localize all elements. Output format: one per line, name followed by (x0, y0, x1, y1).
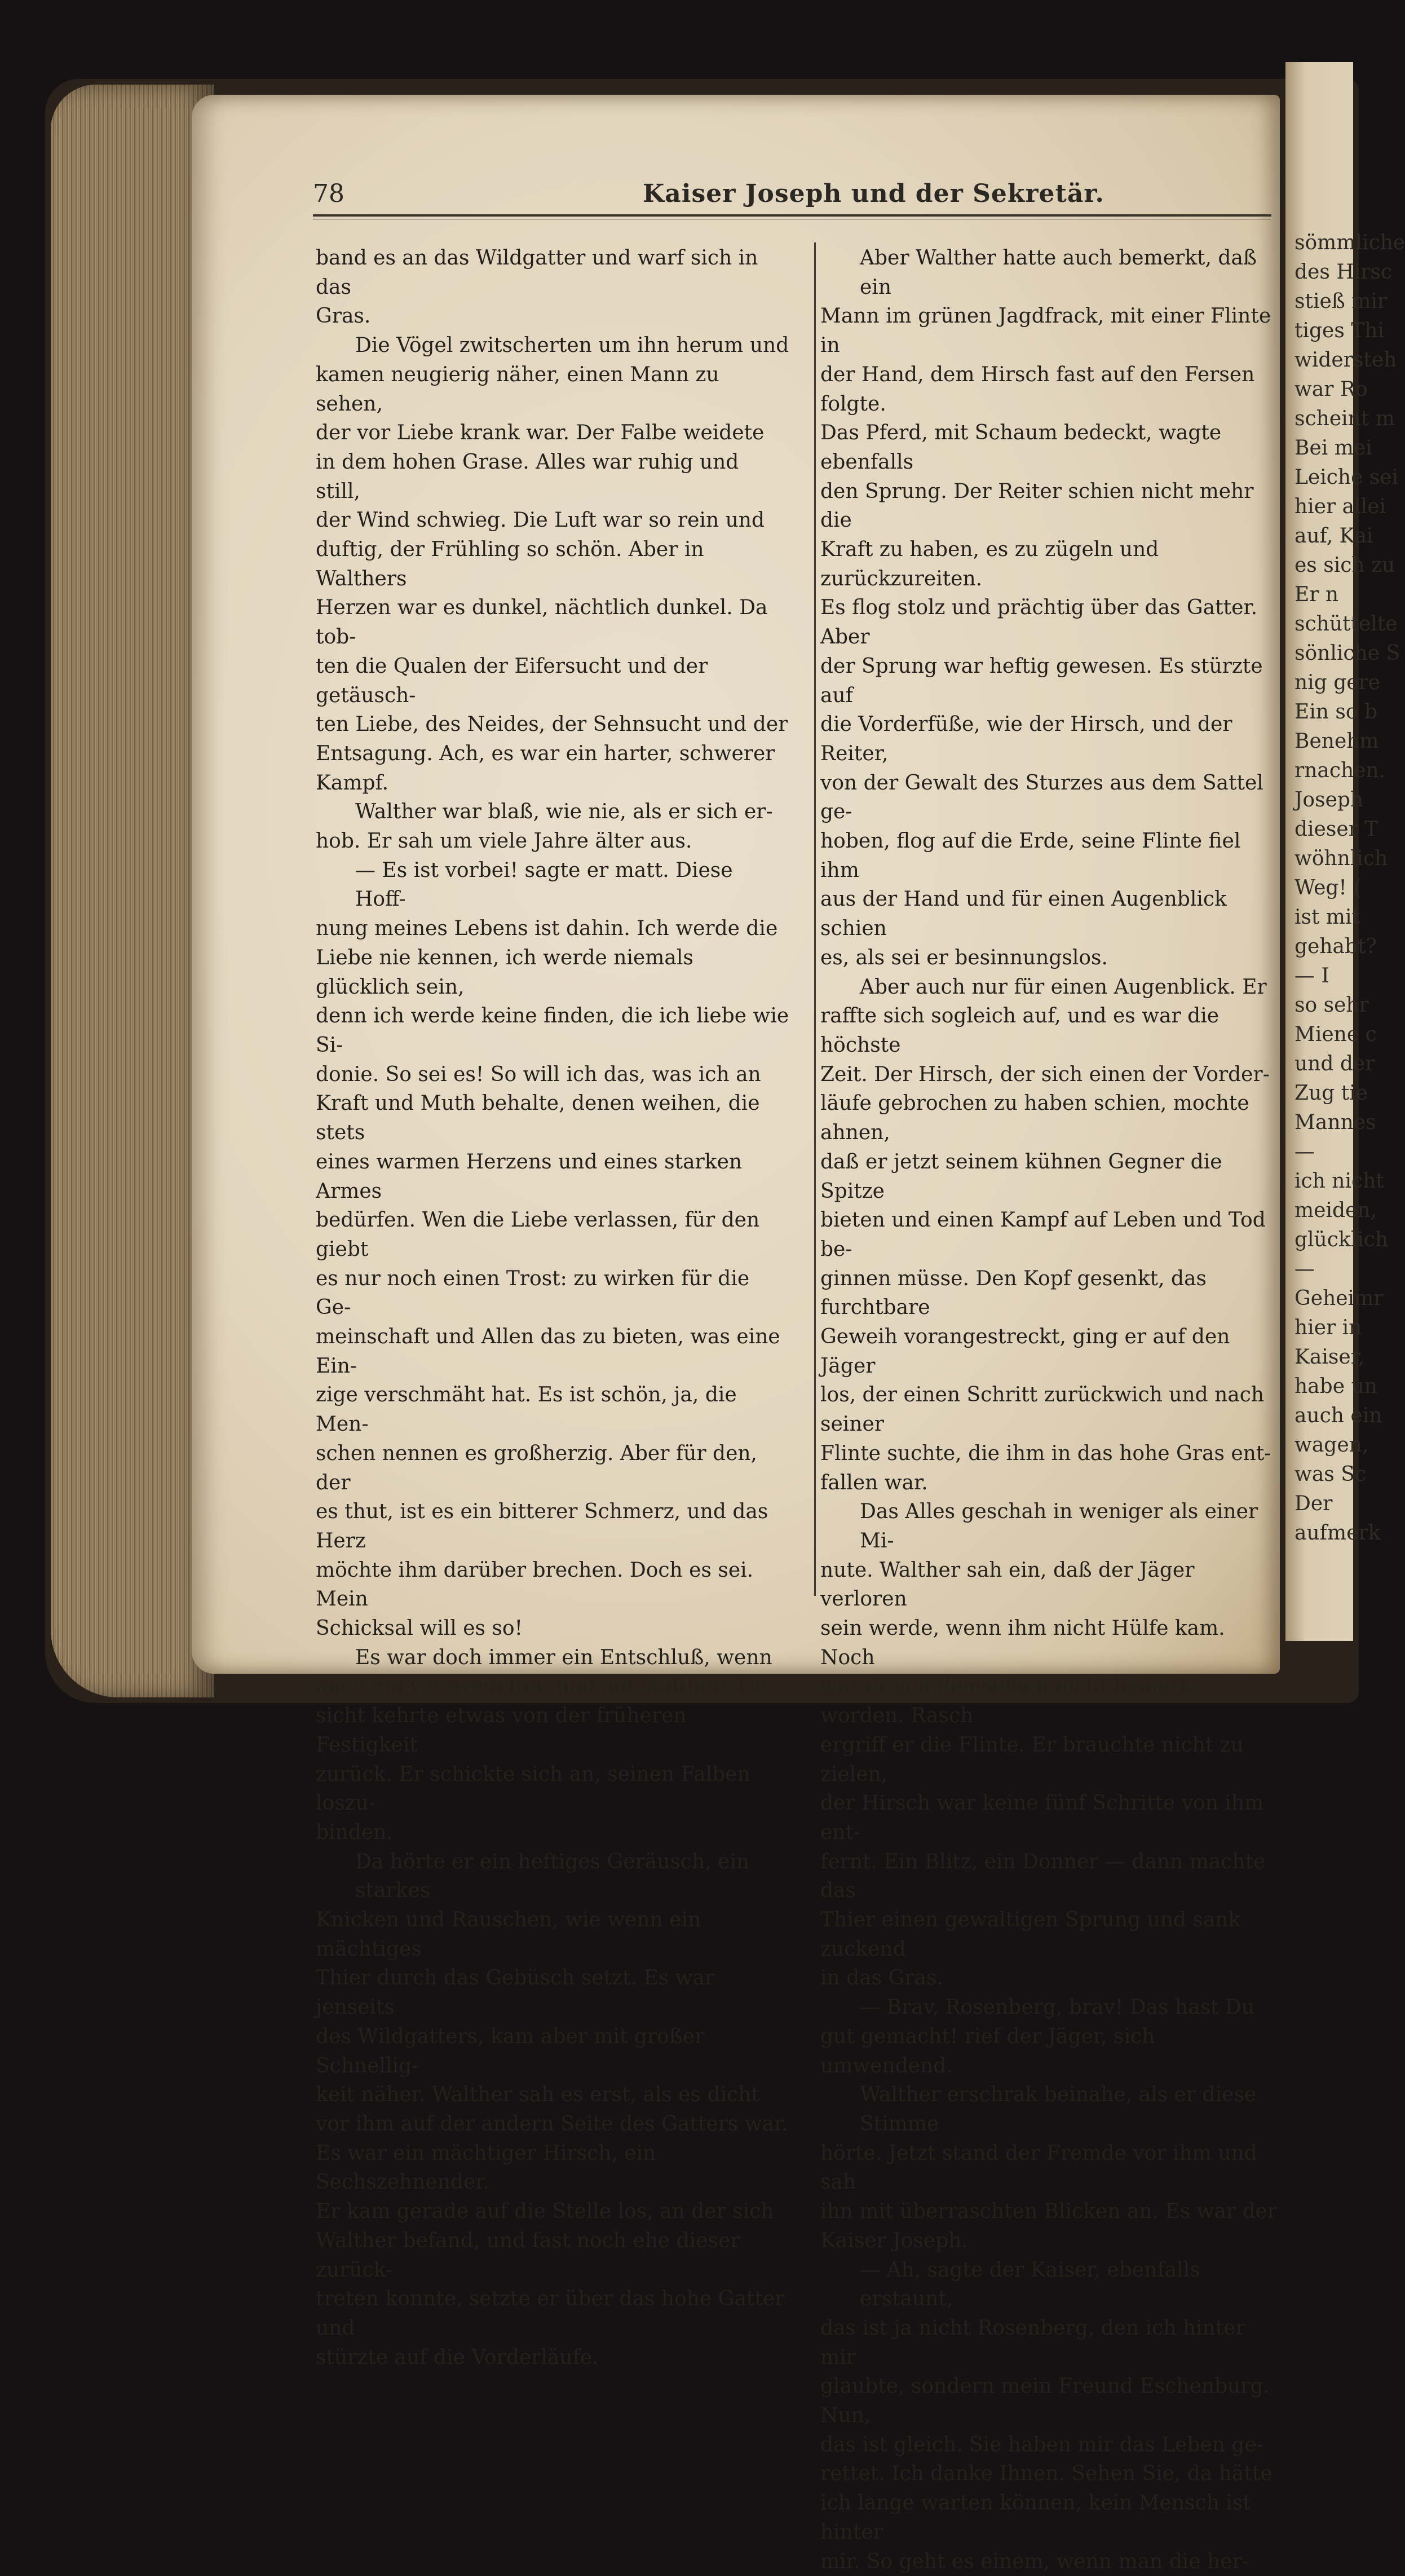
next-page-fragment: — (1294, 1258, 1315, 1281)
next-page-fragment: tiges Thi (1294, 319, 1384, 342)
next-page-fragment: — (1294, 1140, 1315, 1163)
text-line: Thier durch das Gebüsch setzt. Es war jenseits (316, 1966, 715, 2019)
text-line: sicht kehrte etwas von der früheren Festigkeit (316, 1704, 687, 1757)
text-line: in dem hohen Grase. Alles war ruhig und still, (316, 450, 739, 503)
text-line: hoben, flog auf die Erde, seine Flinte fiel ihm (820, 830, 1241, 882)
text-line: Entsagung. Ach, es war ein harter, schwerer (316, 742, 775, 765)
next-page-fragment: Mannes (1294, 1111, 1376, 1134)
text-line: Liebe nie kennen, ich werde niemals glücklich sein, (316, 946, 693, 999)
page-edges (51, 85, 214, 1697)
next-page-fragment: es sich zu (1294, 554, 1395, 577)
text-line: stürzte auf die Vorderläufe. (316, 2345, 599, 2369)
next-page-fragment: glücklich (1294, 1228, 1389, 1251)
text-line: aus der Hand und für einen Augenblick schien (820, 888, 1227, 941)
next-page-fragment: habe un (1294, 1375, 1377, 1398)
text-line: den Sprung. Der Reiter schien nicht mehr die (820, 479, 1254, 532)
next-page-fragment: Zug tie (1294, 1082, 1368, 1105)
text-line: vor ihm auf der andern Seite des Gatters war. (316, 2112, 788, 2136)
text-line: keit näher. Walther sah es erst, als es dicht (316, 2083, 759, 2107)
next-page-edge (1285, 62, 1405, 1641)
text-line: Mann im grünen Jagdfrack, mit einer Flinte in (820, 305, 1271, 358)
next-page-fragment: gehabt? (1294, 935, 1377, 958)
next-page-fragment: hier in (1294, 1316, 1362, 1339)
text-line: Kraft und Muth behalte, denen weihen, die stets (316, 1092, 760, 1145)
text-line: Gras. (316, 305, 371, 328)
text-line: Schicksal will es so! (316, 1617, 523, 1640)
text-line: meinschaft und Allen das zu bieten, was eine Ein- (316, 1325, 780, 1378)
text-line: es thut, ist es ein bitterer Schmerz, und das Herz (316, 1500, 768, 1552)
next-page-fragment: ich nicht (1294, 1170, 1384, 1193)
text-line: der vor Liebe krank war. Der Falbe weidete (316, 421, 765, 445)
text-line: Zeit. Der Hirsch, der sich einen der Vorder- (820, 1062, 1270, 1086)
text-line: war er von demselben nicht bemerkt worden. Rasch (820, 1675, 1200, 1728)
left-column (316, 244, 789, 2372)
text-line: das ist gleich. Sie haben mir das Leben ge- (820, 2433, 1263, 2456)
text-line: Da hörte er ein heftiges Geräusch, ein starkes (355, 1850, 750, 1903)
page-header (313, 179, 1271, 213)
next-page-fragment: schüttelte (1294, 612, 1398, 636)
next-page-fragment: Er n (1294, 583, 1339, 606)
text-line: los, der einen Schritt zurückwich und nach seiner (820, 1383, 1265, 1436)
next-page-fragment: Miene c (1294, 1023, 1377, 1046)
text-line: hob. Er sah um viele Jahre älter aus. (316, 830, 692, 853)
text-line: Er kam gerade auf die Stelle los, an der sich (316, 2200, 774, 2224)
next-page-fragment: Kaiser, (1294, 1346, 1365, 1369)
text-line: die Vorderfüße, wie der Hirsch, und der Reiter, (820, 713, 1232, 765)
text-line: rettet. Ich danke Ihnen. Sehen Sie, da hätte (820, 2462, 1273, 2486)
next-page-fragment: Leiche sei (1294, 466, 1399, 489)
text-line: mir. So geht es einem, wenn man die her- (820, 2549, 1249, 2573)
text-line: Kaiser Joseph. (820, 2229, 968, 2252)
right-column (820, 244, 1283, 2576)
text-line: raffte sich sogleich auf, und es war die höchste (820, 1004, 1220, 1057)
text-line: von der Gewalt des Sturzes aus dem Sattel ge- (820, 771, 1263, 824)
text-line: ten die Qualen der Eifersucht und der getäusch- (316, 654, 708, 707)
next-page-fragment: aufmerk (1294, 1521, 1381, 1545)
text-line: Aber auch nur für einen Augenblick. Er (860, 975, 1267, 999)
text-line: binden. (316, 1820, 393, 1844)
text-line: Flinte suchte, die ihm in das hohe Gras ent- (820, 1441, 1271, 1465)
text-line: bieten und einen Kampf auf Leben und Tod be- (820, 1208, 1266, 1261)
next-page-fragment: Der (1294, 1492, 1333, 1515)
text-line: Thier einen gewaltigen Sprung und sank zuckend (820, 1908, 1241, 1961)
running-title: Kaiser Joseph und der Sekretär. (643, 179, 1104, 208)
next-page-fragment: sömmliche (1294, 231, 1405, 254)
next-page-fragment: Joseph (1294, 788, 1364, 811)
text-line: duftig, der Frühling so schön. Aber in Walthers (316, 538, 704, 590)
text-line: ihn mit überraschten Blicken an. Es war der (820, 2200, 1278, 2224)
text-line: band es an das Wildgatter und warf sich in das (316, 246, 758, 299)
text-line: gut gemacht! rief der Jäger, sich umwendend. (820, 2024, 1155, 2077)
text-line: — Brav, Rosenberg, brav! Das hast Du (860, 1996, 1255, 2019)
text-line: auch ein verzweifelter, und auf Walthers Ge- (316, 1675, 774, 1699)
text-line: Das Alles geschah in weniger als einer Mi- (860, 1500, 1258, 1552)
text-line: zige verschmäht hat. Es ist schön, ja, die Men- (316, 1383, 737, 1436)
text-line: der Wind schwieg. Die Luft war so rein und (316, 509, 765, 532)
text-line: daß er jetzt seinem kühnen Gegner die Spitze (820, 1150, 1222, 1203)
next-page-fragment: Bei mei (1294, 436, 1372, 460)
text-line: möchte ihm darüber brechen. Doch es sei. Mein (316, 1558, 754, 1611)
next-page-fragment: dieser T (1294, 818, 1379, 841)
next-page-fragment: wöhnlich (1294, 847, 1388, 870)
next-page-fragment: Weg! ( (1294, 876, 1362, 899)
text-line: Aber Walther hatte auch bemerkt, daß ein (860, 246, 1257, 299)
text-line: Geweih vorangestreckt, ging er auf den Jäger (820, 1325, 1230, 1378)
text-line: es nur noch einen Trost: zu wirken für die Ge- (316, 1267, 750, 1320)
text-line: ergriff er die Flinte. Er brauchte nicht zu zielen, (820, 1733, 1244, 1786)
text-line: zurück. Er schickte sich an, seinen Falben loszu- (316, 1762, 750, 1815)
text-line: hörte. Jetzt stand der Fremde vor ihm und sah (820, 2141, 1257, 2194)
next-page-fragment: Ein so b (1294, 700, 1378, 724)
text-line: Walther erschrak beinahe, als er diese Stimme (860, 2083, 1257, 2136)
text-line: nute. Walther sah ein, daß der Jäger verloren (820, 1558, 1195, 1611)
text-line: des Wildgatters, kam aber mit großer Schnellig- (316, 2024, 705, 2077)
text-line: treten konnte, setzte er über das hohe Gatter und (316, 2287, 785, 2340)
text-line: fallen war. (820, 1471, 928, 1494)
next-page-fragment: was Sc (1294, 1463, 1367, 1486)
text-line: — Es ist vorbei! sagte er matt. Diese Hoff- (355, 858, 733, 911)
text-line: Knicken und Rauschen, wie wenn ein mächtiges (316, 1908, 701, 1961)
text-line: Die Vögel zwitscherten um ihn herum und (355, 334, 789, 358)
next-page-fragment: nig gere (1294, 671, 1381, 694)
text-line: denn ich werde keine finden, die ich liebe wie Si- (316, 1004, 789, 1057)
text-line: ginnen müsse. Den Kopf gesenkt, das furchtbare (820, 1267, 1207, 1320)
next-page-fragment: des Hirsc (1294, 261, 1393, 284)
next-page-fragment: widersteh (1294, 349, 1397, 372)
text-line: Es war doch immer ein Entschluß, wenn (355, 1646, 772, 1669)
next-page-fragment: meiden, (1294, 1199, 1377, 1222)
header-rule (313, 214, 1271, 217)
text-line: ich lange warten können, kein Mensch ist hinter (820, 2491, 1251, 2544)
text-line: in das Gras. (820, 1966, 943, 1990)
text-line: Es war ein mächtiger Hirsch, ein Sechszehnender. (316, 2141, 656, 2194)
text-line: eines warmen Herzens und eines starken Armes (316, 1150, 743, 1203)
next-page-fragment: stieß mir (1294, 290, 1388, 313)
text-line: bedürfen. Wen die Liebe verlassen, für den giebt (316, 1208, 760, 1261)
next-page-fragment: sönliche S (1294, 642, 1400, 665)
text-line: — Ah, sagte der Kaiser, ebenfalls erstaunt, (860, 2258, 1200, 2311)
text-line: ten Liebe, des Neides, der Sehnsucht und der (316, 713, 788, 736)
text-line: der Sprung war heftig gewesen. Es stürzte auf (820, 654, 1263, 707)
text-line: Das Pferd, mit Schaum bedeckt, wagte ebenfalls (820, 421, 1222, 474)
next-page-fragment: rnachen. (1294, 759, 1386, 782)
text-line: es, als sei er besinnungslos. (820, 946, 1108, 969)
next-page-fragment: Geheimr (1294, 1287, 1384, 1310)
text-line: das ist ja nicht Rosenberg, den ich hinter mir (820, 2316, 1245, 2369)
text-line: Walther befand, und fast noch ehe dieser zurück- (316, 2229, 740, 2282)
text-line: der Hirsch war keine fünf Schritte von ihm ent- (820, 1792, 1264, 1844)
next-page-fragment: — I (1294, 964, 1329, 987)
text-line: sein werde, wenn ihm nicht Hülfe kam. Noch (820, 1617, 1225, 1669)
next-page-fragment: wagen, (1294, 1433, 1369, 1457)
text-line: schen nennen es großherzig. Aber für den, der (316, 1441, 757, 1494)
next-page-fragment: scheint m (1294, 407, 1395, 430)
next-page-fragment: auch ein (1294, 1404, 1382, 1427)
next-page-fragment: ist mit (1294, 906, 1360, 929)
next-page-fragment: und der (1294, 1052, 1375, 1075)
text-line: glaubte, sondern mein Freund Eschenburg. Nun, (820, 2375, 1270, 2428)
text-line: donie. So sei es! So will ich das, was ich an (316, 1062, 761, 1086)
text-line: nung meines Lebens ist dahin. Ich werde die (316, 917, 778, 941)
text-line: Es flog stolz und prächtig über das Gatter. Aber (820, 596, 1258, 649)
text-line: Kampf. (316, 771, 389, 795)
page-number: 78 (313, 179, 344, 208)
next-page-fragment: auf, Kai (1294, 524, 1373, 548)
next-page-fragment: Benehm (1294, 730, 1379, 753)
text-line: Walther war blaß, wie nie, als er sich er- (355, 800, 773, 824)
next-page-fragment: hier allei (1294, 495, 1386, 518)
next-page-fragment: war Ro (1294, 378, 1368, 401)
text-line: fernt. Ein Blitz, ein Donner — dann machte das (820, 1850, 1266, 1903)
text-line: Herzen war es dunkel, nächtlich dunkel. Da tob- (316, 596, 768, 649)
text-line: läufe gebrochen zu haben schien, mochte ahnen, (820, 1092, 1249, 1145)
text-line: der Hand, dem Hirsch fast auf den Fersen folgte. (820, 363, 1255, 416)
text-line: Kraft zu haben, es zu zügeln und zurückzureiten. (820, 538, 1159, 590)
next-page-fragment: so sehr (1294, 994, 1369, 1017)
column-divider (814, 242, 816, 1596)
text-line: kamen neugierig näher, einen Mann zu sehen, (316, 363, 719, 416)
